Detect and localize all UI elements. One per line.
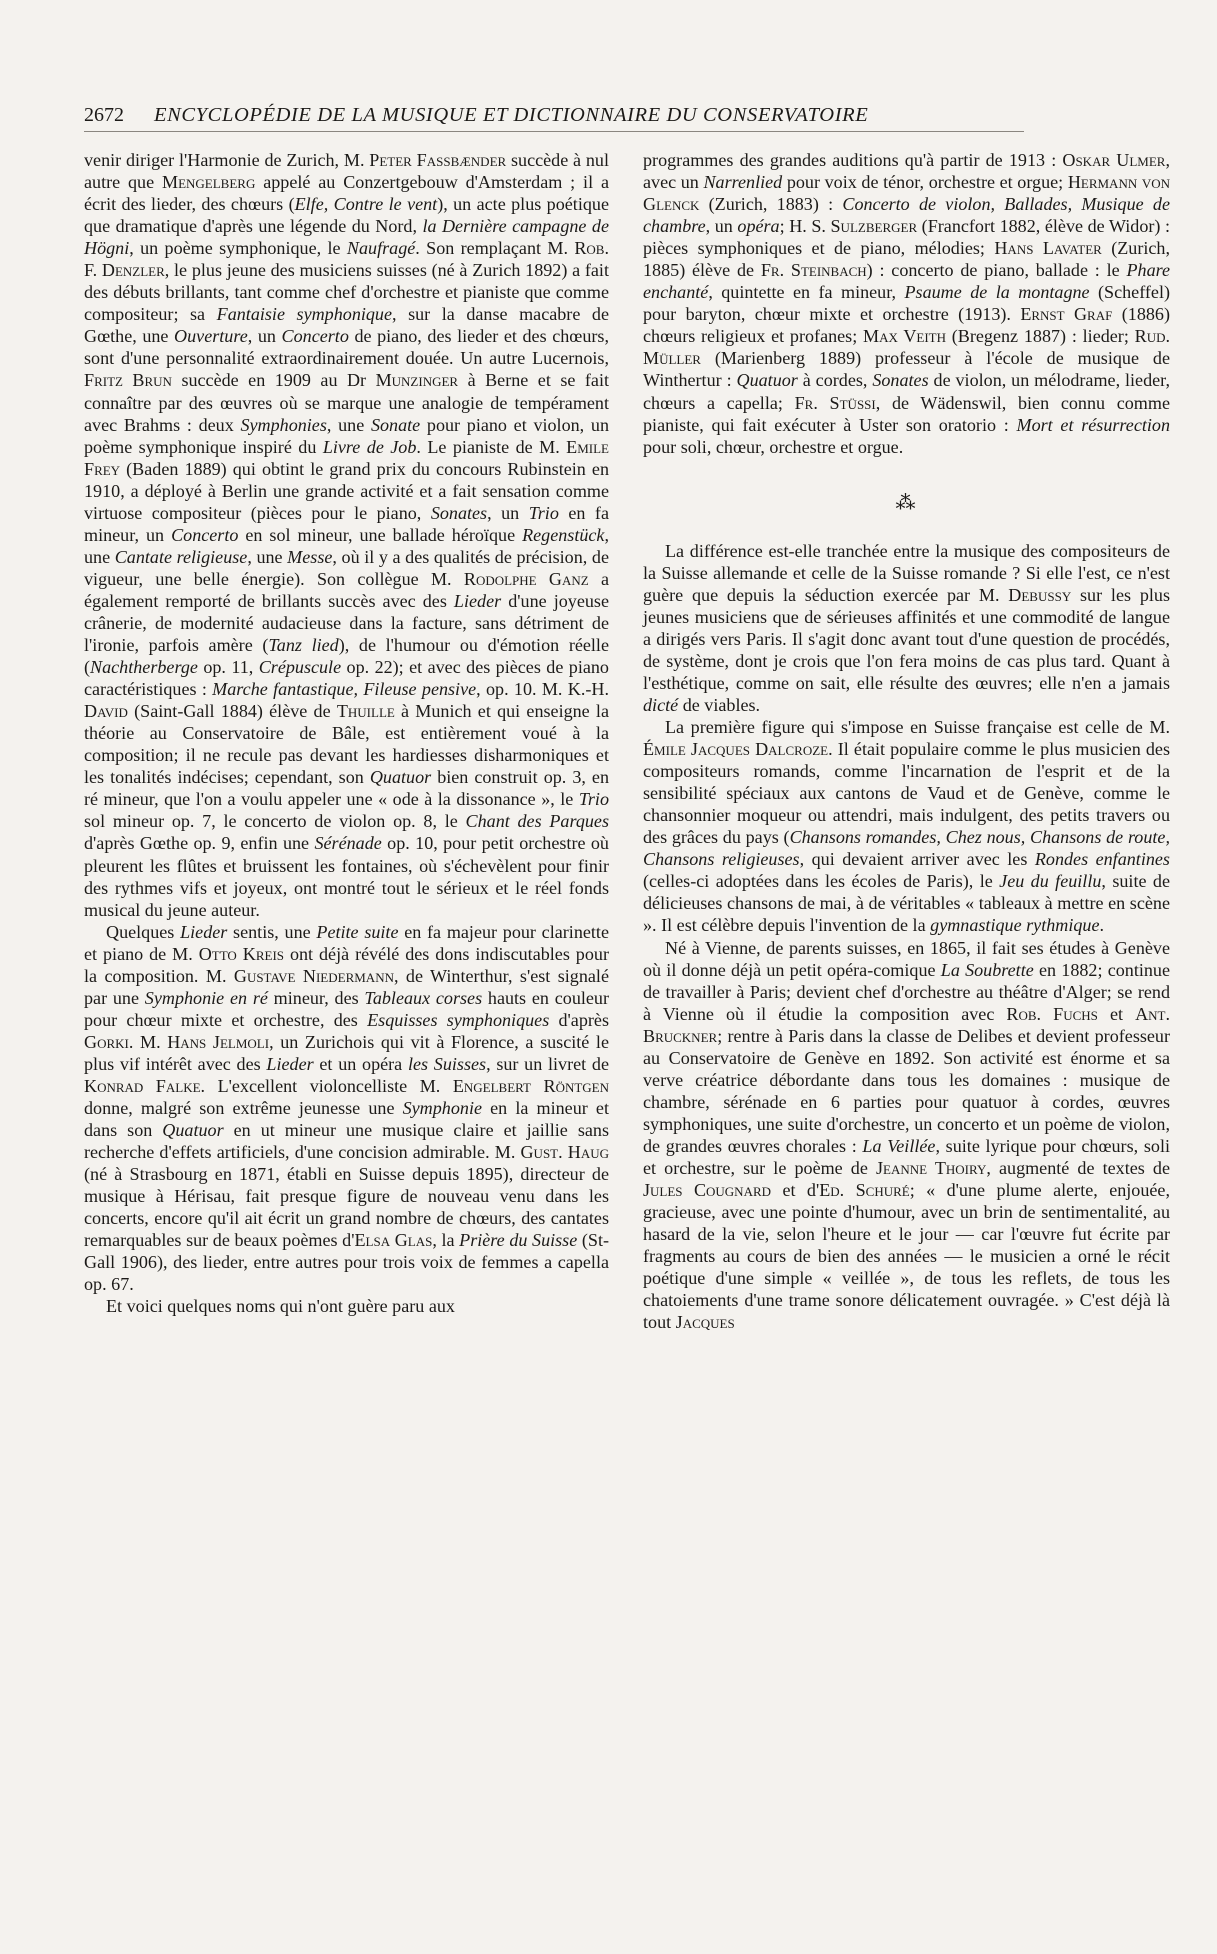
paragraph bbox=[643, 149, 1170, 458]
text-run: ; « d'une plume alerte, enjouée, gracieuse, avec une pointe d'humour, avec un brin de sentimentalité, au hasard de la vie, selon l'heure et le jour — car l'œuvre fut écrite par fragments au cours de bien des années — le musicien a orné le récit poétique d'une simple « veillée », de tous les reflets, de tous les chatoiements d'une trame sonore délicatement ouvragée. » C'est déjà là tout bbox=[643, 1180, 1170, 1333]
text-run: , sur la danse macabre de Gœthe, une bbox=[84, 304, 609, 347]
person-name: Gust. Haug bbox=[520, 1142, 609, 1163]
italic-title: Concerto de violon, Ballades, Musique de chambre bbox=[643, 194, 1170, 237]
text-run: , augmenté de textes de bbox=[986, 1157, 1170, 1178]
text-run: et un opéra bbox=[313, 1053, 408, 1074]
paragraph bbox=[643, 937, 1170, 1334]
italic-title: Livre de Job bbox=[322, 436, 417, 457]
text-run: , suite lyrique pour chœurs, soli et orchestre, sur le poème de bbox=[643, 1135, 1170, 1178]
italic-title: Sérénade bbox=[314, 833, 382, 854]
paragraph bbox=[84, 921, 609, 1296]
person-name: Jacques bbox=[675, 1312, 735, 1333]
text-run: de viables. bbox=[678, 694, 761, 715]
italic-title: Trio bbox=[528, 502, 559, 523]
person-name: Jeanne Thoiry bbox=[875, 1157, 987, 1178]
person-name: Engelbert Röntgen bbox=[452, 1075, 609, 1096]
italic-title: Lieder bbox=[266, 1053, 314, 1074]
person-name: Gustave Niedermann bbox=[233, 965, 394, 986]
person-name: Émile Jacques Dalcroze bbox=[643, 739, 829, 760]
text-run: op. 11, bbox=[197, 657, 259, 678]
text-run: et d' bbox=[771, 1180, 820, 1201]
text-run: . M. bbox=[128, 1031, 168, 1052]
person-name: K.-H. David bbox=[84, 679, 609, 722]
text-run: d'une joyeuse crânerie, de modernité audacieuse dans la facture, sans détriment de l'ironie, parfois amère ( bbox=[84, 590, 609, 656]
text-run: (1886) chœurs religieux et profanes; bbox=[643, 304, 1170, 347]
italic-title: Elfe, Contre le vent bbox=[294, 194, 438, 215]
italic-title: Naufragé bbox=[346, 238, 416, 259]
italic-title: Symphonies bbox=[240, 414, 327, 435]
italic-title: Nachtherberge bbox=[90, 657, 198, 678]
paragraph bbox=[643, 540, 1170, 716]
text-run: (Bregenz 1887) : lieder; bbox=[946, 326, 1135, 347]
text-run: , de Winterthur, s'est signalé par une bbox=[84, 965, 609, 1008]
text-run: . bbox=[1099, 915, 1105, 936]
text-run: ), de l'humour ou d'émotion réelle ( bbox=[84, 635, 609, 678]
text-run: (Baden 1889) qui obtint le grand prix du concours Rubinstein en 1910, a déployé à Berlin une grande activité et a fait sensation comme virtuose compositeur (pièces pour le piano, bbox=[84, 458, 609, 523]
text-run: , la bbox=[432, 1230, 460, 1251]
right-column bbox=[643, 149, 1170, 1333]
person-name: Fr. Stüssi bbox=[794, 392, 876, 413]
text-run: à Munich et qui enseigne la théorie au Conservatoire de Bâle, est entièrement voué à la composition; il ne recule pas devant les hardiesses disharmoniques et les tonalités indécises; cependant, son bbox=[84, 701, 609, 788]
text-run: , où il y a des qualités de précision, de vigueur, une belle énergie). Son collègue M. bbox=[84, 546, 609, 589]
text-run: . Le pianiste de M. bbox=[416, 436, 567, 457]
text-run: d'après Gœthe op. 9, enfin une bbox=[84, 833, 315, 854]
italic-title: dicté bbox=[643, 694, 679, 715]
text-run: , de Wädenswil, bien connu comme pianiste, qui fait exécuter à Uster son oratorio : bbox=[643, 392, 1170, 435]
person-name: Jules Cougnard bbox=[643, 1180, 772, 1201]
text-run: à cordes, bbox=[797, 370, 873, 391]
italic-title: Crépuscule bbox=[258, 657, 342, 678]
text-run: Et voici quelques noms qui n'ont guère paru aux bbox=[106, 1296, 455, 1317]
text-run: , une bbox=[247, 546, 288, 567]
italic-title: Concerto bbox=[171, 524, 239, 545]
person-name: Rodolphe Ganz bbox=[463, 568, 589, 589]
text-run: , un bbox=[247, 326, 282, 347]
section-separator: ⁂ bbox=[895, 491, 918, 514]
text-run: succède à nul autre que bbox=[84, 150, 610, 193]
text-run: , un bbox=[705, 216, 738, 237]
text-run: pour voix de ténor, orchestre et orgue; bbox=[782, 172, 1068, 193]
text-run: mineur, des bbox=[267, 987, 365, 1008]
text-run: (Marienberg 1889) professeur à l'école de musique de Winthertur : bbox=[643, 348, 1170, 391]
text-run: . Il était populaire comme le plus musicien des compositeurs romands, comme l'incarnation de l'esprit et de la sensibilité spéciaux aux cantons de Vaud et de Genève, comme le chansonnier moqueur ou attendri, mais indulgent, des petits travers ou des grâces du pays ( bbox=[643, 739, 1170, 848]
person-name: Emile Frey bbox=[84, 436, 609, 479]
text-run: programmes des grandes auditions qu'à partir de 1913 : bbox=[643, 150, 1063, 170]
person-name: Rud. Müller bbox=[643, 326, 1170, 369]
text-run: venir diriger l'Harmonie de Zurich, M. bbox=[84, 150, 370, 170]
italic-title: Quatuor bbox=[369, 767, 432, 788]
page-header bbox=[84, 104, 1024, 132]
italic-title: Mort et résurrection bbox=[1016, 414, 1170, 435]
text-run: . L'excellent violoncelliste M. bbox=[200, 1075, 453, 1096]
italic-title: Prière du Suisse bbox=[459, 1230, 578, 1251]
person-name: Elsa Glas bbox=[354, 1230, 433, 1251]
text-run: , avec un bbox=[643, 150, 1170, 193]
italic-title: gymnastique rythmique bbox=[930, 915, 1100, 936]
text-run: , quintette en fa mineur, bbox=[708, 282, 905, 303]
italic-title: Marche fantastique, Fileuse pensive bbox=[212, 679, 477, 700]
text-run: , suite de délicieuses chansons de mai, à de véritables « tableaux à mettre en scène ». Il est célèbre depuis l'invention de la bbox=[643, 871, 1171, 936]
italic-title: Lieder bbox=[180, 921, 228, 942]
italic-title: Lieder bbox=[453, 590, 502, 611]
italic-title: Phare enchanté bbox=[643, 260, 1171, 303]
text-run: pour soli, chœur, orchestre et orgue. bbox=[643, 436, 904, 457]
italic-title: Quatuor bbox=[162, 1120, 224, 1141]
text-run: La différence est-elle tranchée entre la musique des compositeurs de la Suisse allemande et celle de la Suisse romande ? Si elle l'est, ce n'est guère que depuis la séduction exercée par M. bbox=[643, 540, 1170, 605]
person-name: Debussy bbox=[1008, 584, 1072, 605]
text-run: . Son remplaçant M. bbox=[415, 238, 575, 259]
text-run: , une bbox=[326, 414, 371, 435]
person-name: Ed. Schuré bbox=[819, 1180, 910, 1201]
text-run: Quelques bbox=[106, 921, 181, 942]
person-name: Thuille bbox=[336, 701, 395, 722]
italic-title: opéra bbox=[737, 216, 780, 237]
text-run: en ut mineur une musique claire et jaillie sans recherche d'effets artificiels, d'une concision admirable. M. bbox=[84, 1120, 609, 1163]
person-name: Fritz Brun bbox=[84, 370, 172, 391]
person-name: Hermann von Glenck bbox=[643, 172, 1170, 215]
text-run: , un poème symphonique, le bbox=[129, 238, 347, 259]
person-name: Oskar Ulmer bbox=[1062, 150, 1166, 170]
italic-title: Fantaisie symphonique bbox=[216, 304, 393, 325]
text-run: (né à Strasbourg en 1871, établi en Suisse depuis 1895), directeur de musique à Hérisau, fait presque figure de nouveau venu dans les concerts, encore qu'il ait écrit un grand nombre de chœurs, des cantates remarquables sur de beaux poèmes d' bbox=[84, 1164, 609, 1251]
person-name: Ernst Graf bbox=[1020, 304, 1113, 325]
person-name: Gorki bbox=[84, 1031, 129, 1052]
text-run: appelé au Conzertgebouw d'Amsterdam ; il a écrit des lieder, des chœurs ( bbox=[84, 172, 609, 215]
person-name: Rob. Fuchs bbox=[1006, 1003, 1098, 1024]
text-run: en fa majeur pour clarinette et piano de M. bbox=[84, 921, 609, 964]
text-run: ; rentre à Paris dans la classe de Delibes et devient professeur au Conservatoire de Genève en 1892. Son activité est énorme et sa verve créatrice débordante dans tous les domaines : musique de chambre, sérénade en 6 parties pour quatuor à cordes, œuvres symphoniques, une suite d'orchestre, un concerto et un poème de violon, de grandes œuvres chorales : bbox=[643, 1025, 1170, 1156]
italic-title: Sonates bbox=[872, 370, 929, 391]
text-run: , sur un livret de bbox=[486, 1053, 609, 1074]
text-run: en sol mineur, une ballade héroïque bbox=[238, 524, 523, 545]
text-run: , le plus jeune des musiciens suisses (né à Zurich 1892) a fait des débuts brillants, tant comme chef d'orchestre et pianiste que comme compositeur; sa bbox=[84, 260, 609, 325]
left-column bbox=[84, 149, 609, 1317]
italic-title: Concerto bbox=[281, 326, 349, 347]
italic-title: Sonate bbox=[370, 414, 421, 435]
person-name: Otto Kreis bbox=[198, 943, 284, 964]
italic-title: Chant des Parques bbox=[465, 811, 609, 832]
person-name: Hans Jelmoli bbox=[167, 1031, 270, 1052]
text-run: , une bbox=[84, 524, 609, 567]
paragraph bbox=[84, 149, 609, 921]
italic-title: Sonates bbox=[430, 502, 488, 523]
person-name: Max Veith bbox=[863, 326, 947, 347]
text-run: d'après bbox=[549, 1009, 609, 1030]
text-run: bien construit op. 3, en ré mineur, que l'on a voulu appeler une « ode à la dissonance », le bbox=[84, 767, 609, 810]
italic-title: Symphonie bbox=[402, 1098, 482, 1119]
text-run: (Zurich, 1885) élève de bbox=[643, 238, 1170, 281]
italic-title: La Soubrette bbox=[940, 959, 1034, 980]
italic-title: Symphonie en ré bbox=[144, 987, 268, 1008]
text-run: op. 10, pour petit orchestre où pleurent les flûtes et bruissent les fontaines, où s'échevèlent pour finir des rythmes vifs et joyeux, ont montré tout le sérieux et le réel fonds musical du jeune auteur. bbox=[84, 833, 609, 920]
text-run: hauts en couleur pour chœur mixte et orchestre, des bbox=[84, 987, 609, 1030]
text-run: pour piano et violon, un poème symphonique inspiré du bbox=[84, 414, 610, 457]
text-run: en 1882; continue de travailler à Paris; devient chef d'orchestre au théâtre d'Alger; se rend à Vienne où il étudie la composition avec bbox=[643, 959, 1170, 1024]
person-name: Rob. F. Denzler bbox=[84, 238, 609, 281]
text-run: , op. 10. M. bbox=[476, 679, 568, 700]
text-run: , un Zurichois qui vit à Florence, a suscité le plus vif intérêt avec des bbox=[84, 1031, 609, 1074]
text-run: sentis, une bbox=[227, 921, 317, 942]
italic-title: Jeu du feuillu bbox=[999, 871, 1102, 892]
italic-title: La Veillée bbox=[862, 1135, 936, 1156]
text-run: en fa mineur, un bbox=[84, 502, 609, 545]
text-run: sol mineur op. 7, le concerto de violon op. 8, le bbox=[84, 811, 466, 832]
italic-title: Quatuor bbox=[736, 370, 798, 391]
text-run: succède en 1909 au Dr bbox=[171, 370, 376, 391]
text-run: en la mineur et dans son bbox=[84, 1098, 609, 1141]
text-run: , un bbox=[487, 502, 529, 523]
person-name: Mengelberg bbox=[162, 172, 256, 193]
text-run: op. 22); et avec des pièces de piano caractéristiques : bbox=[84, 657, 609, 700]
italic-title: Ouverture bbox=[174, 326, 248, 347]
text-run: ont déjà révélé des dons indiscutables pour la composition. M. bbox=[84, 943, 609, 986]
text-run: et bbox=[1097, 1003, 1136, 1024]
italic-title: la Dernière campagne de Högni bbox=[84, 216, 609, 259]
text-run: (Francfort 1882, élève de Widor) : pièces symphoniques et de piano, mélodies; bbox=[643, 216, 1171, 259]
text-run: Né à Vienne, de parents suisses, en 1865, il fait ses études à Genève où il donne déjà un petit opéra-comique bbox=[643, 937, 1170, 980]
text-run: à Berne et se fait connaître par des œuvres où se marque une analogie de tempérament avec Brahms : deux bbox=[84, 370, 609, 435]
text-run: de violon, un mélodrame, lieder, chœurs a capella; bbox=[643, 370, 1170, 413]
text-run: sur les plus jeunes musiciens que de sérieuses affinités et une commodité de langue a dirigés vers Paris. Il s'agit donc avant tout d'une question de procédés, de système, dont je crois que l'on fera moins de cas plus tard. Quant à l'esthétique, comme on sait, elle résulte des œuvres; elle n'en a jamais bbox=[643, 584, 1170, 693]
text-run: donne, malgré son extrême jeunesse une bbox=[84, 1098, 403, 1119]
person-name: Fr. Steinbach bbox=[760, 260, 867, 281]
text-run: La première figure qui s'impose en Suisse française est celle de M. bbox=[665, 717, 1170, 738]
italic-title: Tanz lied bbox=[268, 635, 339, 656]
italic-title: Rondes enfantines bbox=[1034, 849, 1170, 870]
italic-title: Tableaux corses bbox=[364, 987, 483, 1008]
text-run: (Scheffel) pour baryton, chœur mixte et orchestre (1913). bbox=[643, 282, 1171, 325]
text-run: ), un acte plus poétique que dramatique d'après une légende du Nord, bbox=[84, 194, 609, 237]
paragraph bbox=[643, 716, 1170, 936]
italic-title: Cantate religieuse bbox=[114, 546, 248, 567]
italic-title: Psaume de la montagne bbox=[904, 282, 1090, 303]
text-run: de piano, des lieder et des chœurs, sont d'une personnalité extraordinairement douée. Un autre Lucernois, bbox=[84, 326, 609, 369]
text-run: ; bbox=[779, 216, 790, 237]
page-number: 2672 bbox=[84, 104, 124, 126]
person-name: H. S. Sulzberger bbox=[789, 216, 918, 237]
text-run: (Zurich, 1883) : bbox=[699, 194, 843, 215]
person-name: Peter Fassbænder bbox=[369, 150, 507, 170]
italic-title: Trio bbox=[578, 789, 609, 810]
text-run: (celles-ci adoptées dans les écoles de Paris), le bbox=[643, 871, 1000, 892]
italic-title: Regenstück bbox=[522, 524, 605, 545]
person-name: Munzinger bbox=[375, 370, 459, 391]
text-run: (Saint-Gall 1884) élève de bbox=[127, 701, 337, 722]
person-name: Ant. Bruckner bbox=[643, 1003, 1171, 1046]
text-run: ) : concerto de piano, ballade : le bbox=[866, 260, 1127, 281]
text-run: , qui devaient arriver avec les bbox=[799, 849, 1035, 870]
italic-title: Chansons romandes, Chez nous, Chansons de route, Chansons religieuses bbox=[643, 827, 1170, 870]
text-run: a également remporté de brillants succès avec des bbox=[84, 568, 610, 611]
italic-title: Petite suite bbox=[316, 921, 399, 942]
person-name: Hans Lavater bbox=[994, 238, 1102, 259]
italic-title: Messe bbox=[287, 546, 333, 567]
italic-title: les Suisses bbox=[407, 1053, 487, 1074]
running-title: ENCYCLOPÉDIE DE LA MUSIQUE ET DICTIONNAIRE DU CONSERVATOIRE bbox=[154, 104, 869, 126]
text-run: (St-Gall 1906), des lieder, entre autres pour trois voix de femmes a capella op. 67. bbox=[84, 1230, 610, 1295]
person-name: Konrad Falke bbox=[84, 1075, 201, 1096]
italic-title: Narrenlied bbox=[703, 172, 783, 193]
paragraph bbox=[84, 1295, 609, 1317]
italic-title: Esquisses symphoniques bbox=[367, 1009, 550, 1030]
